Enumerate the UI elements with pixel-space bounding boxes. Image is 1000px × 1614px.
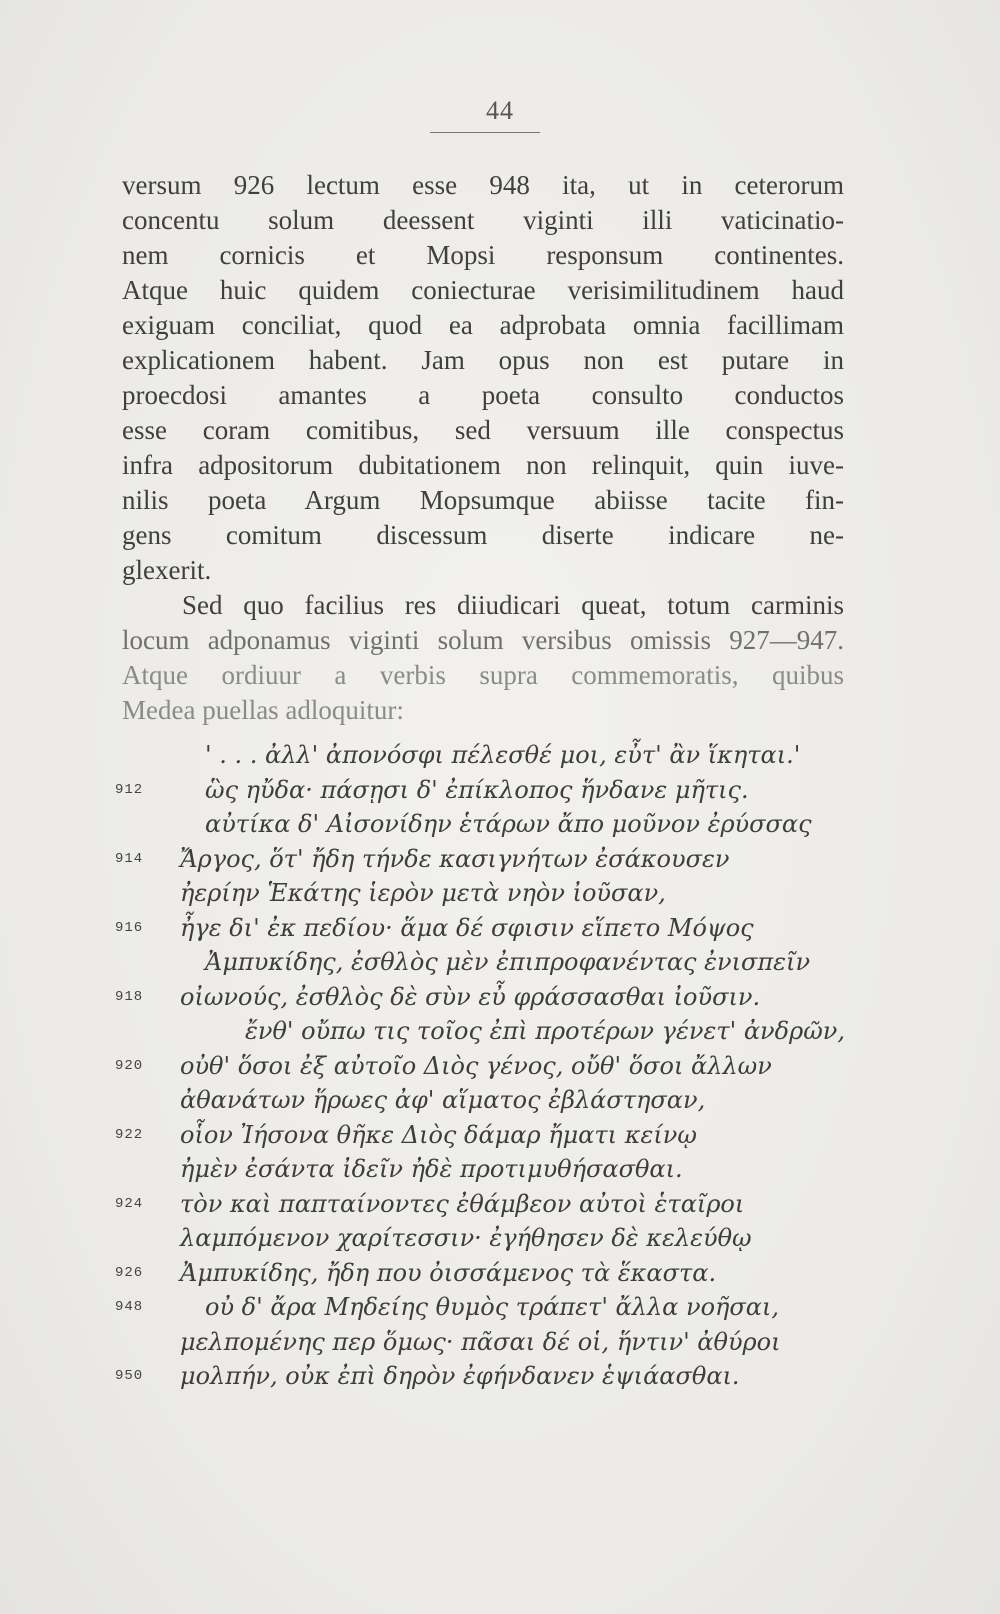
verse-block — [115, 738, 875, 1394]
verse-line — [115, 773, 875, 808]
prose-line: proecdosi amantes a poeta consulto conductos — [122, 380, 844, 410]
prose-block — [122, 168, 844, 728]
verse-text: μελπομένης περ ὅμως· πᾶσαι δέ οἱ, ἥντιν' ἀθύροι — [180, 1327, 781, 1356]
prose-line: infra adpositorum dubitationem non relinquit, quin iuve- — [122, 450, 844, 480]
verse-text: μολπήν, οὐκ ἐπὶ δηρὸν ἐφήνδανεν ἑψιάασθαι. — [180, 1362, 740, 1390]
verse-number: 924 — [115, 1195, 144, 1212]
verse-text: οὐ δ' ἄρα Μηδείης θυμὸς τράπετ' ἄλλα νοῆσαι, — [205, 1293, 780, 1321]
verse-text: Ἀμπυκίδης, ἐσθλὸς μὲν ἐπιπροφανέντας ἐνισπεῖν — [205, 948, 811, 976]
verse-line — [115, 1256, 875, 1291]
prose-line: nilis poeta Argum Mopsumque abiisse tacite fin- — [122, 485, 844, 515]
verse-number: 918 — [115, 988, 144, 1005]
verse-number: 950 — [115, 1368, 144, 1384]
verse-number: 922 — [115, 1126, 144, 1143]
verse-text: αὐτίκα δ' Αἰσονίδην ἑτάρων ἄπο μοῦνον ἐρύσσας — [205, 810, 812, 838]
verse-line — [115, 1118, 875, 1153]
verse-number: 914 — [115, 850, 144, 867]
prose-line: nem cornicis et Mopsi responsum continentes. — [122, 240, 844, 270]
verse-text: ἦγε δι' ἐκ πεδίου· ἅμα δέ σφισιν εἵπετο Μόψος — [180, 913, 754, 942]
verse-text: Ἄργος, ὅτ' ἤδη τήνδε κασιγνήτων ἐσάκουσεν — [180, 844, 730, 873]
prose-line: Sed quo facilius res diiudicari queat, totum carminis — [182, 590, 844, 620]
verse-text: ἠερίην Ἑκάτης ἱερὸν μετὰ νηὸν ἰοῦσαν, — [180, 879, 666, 907]
verse-text: ἠμὲν ἐσάντα ἰδεῖν ἠδὲ προτιμυθήσασθαι. — [180, 1155, 683, 1183]
verse-line — [115, 1221, 875, 1256]
verse-text: τὸν καὶ παπταίνοντες ἐθάμβεον αὐτοὶ ἑταῖροι — [180, 1189, 745, 1218]
verse-text: ὣς ηὔδα· πάσῃσι δ' ἐπίκλοπος ἥνδανε μῆτις. — [205, 775, 749, 804]
verse-line — [115, 1083, 875, 1118]
verse-line — [115, 980, 875, 1015]
verse-line — [115, 876, 875, 911]
verse-line — [115, 842, 875, 877]
page-number: 44 — [486, 96, 514, 125]
verse-text: οἷον Ἰήσονα θῆκε Διὸς δάμαρ ἤματι κείνῳ — [180, 1120, 697, 1149]
prose-line: Medea puellas adloquitur: — [122, 695, 404, 725]
prose-line: glexerit. — [122, 555, 212, 585]
prose-line: versum 926 lectum esse 948 ita, ut in ceterorum — [122, 170, 844, 200]
verse-line — [115, 1290, 875, 1325]
verse-line — [115, 807, 875, 842]
verse-text: λαμπόμενον χαρίτεσσιν· ἐγήθησεν δὲ κελεύθῳ — [180, 1224, 752, 1252]
prose-line: Atque ordiuur a verbis supra commemoratis, quibus — [122, 660, 844, 690]
verse-text: ἀθανάτων ἥρωες ἀφ' αἵματος ἐβλάστησαν, — [180, 1086, 706, 1114]
verse-line — [115, 945, 875, 980]
prose-line: exiguam conciliat, quod ea adprobata omnia facillimam — [122, 310, 844, 340]
verse-line — [115, 1359, 875, 1394]
verse-line — [115, 911, 875, 946]
prose-line: concentu solum deessent viginti illi vaticinatio- — [122, 205, 844, 235]
header-rule — [430, 132, 540, 133]
verse-line — [115, 1187, 875, 1222]
verse-number: 948 — [115, 1299, 144, 1315]
verse-number: 916 — [115, 919, 144, 936]
prose-line: explicationem habent. Jam opus non est putare in — [122, 345, 844, 375]
verse-number: 920 — [115, 1057, 144, 1074]
verse-number: 926 — [115, 1264, 144, 1281]
prose-line: Atque huic quidem coniecturae verisimilitudinem haud — [122, 275, 844, 305]
verse-text: ἔνθ' οὔπω τις τοῖος ἐπὶ προτέρων γένετ' ἀνδρῶν, — [245, 1017, 845, 1045]
prose-line: esse coram comitibus, sed versuum ille conspectus — [122, 415, 844, 445]
verse-text: οὐθ' ὅσοι ἐξ αὐτοῖο Διὸς γένος, οὔθ' ὅσοι ἄλλων — [180, 1051, 772, 1080]
prose-line: locum adponamus viginti solum versibus omissis 927—947. — [122, 625, 844, 655]
verse-line — [115, 1049, 875, 1084]
verse-text: ' . . . ἀλλ' ἀπονόσφι πέλεσθέ μοι, εὖτ' ἂν ἵκηται.' — [205, 741, 801, 769]
verse-number: 912 — [115, 781, 144, 798]
verse-line — [115, 1325, 875, 1360]
verse-text: οἰωνούς, ἐσθλὸς δὲ σὺν εὖ φράσσασθαι ἰοῦσιν. — [180, 982, 761, 1011]
verse-line — [115, 1152, 875, 1187]
verse-line — [115, 1014, 875, 1049]
verse-line — [115, 738, 875, 773]
verse-text: Ἀμπυκίδης, ἤδη που ὀισσάμενος τὰ ἕκαστα. — [180, 1258, 717, 1287]
prose-line: gens comitum discessum diserte indicare ne- — [122, 520, 844, 550]
